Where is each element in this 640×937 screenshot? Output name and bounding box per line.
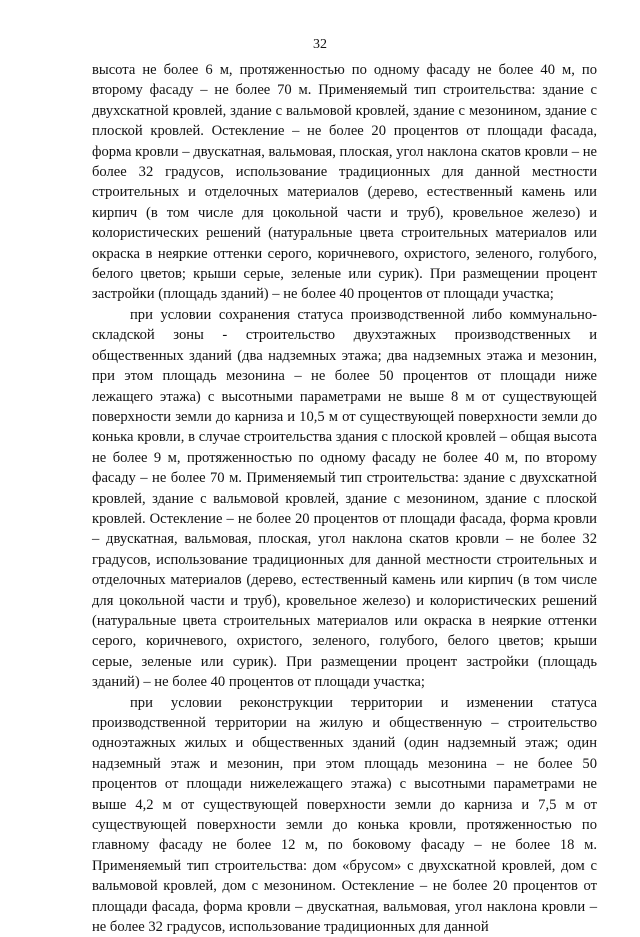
paragraph-reconstruction: при условии реконструкции территории и изменении статуса производственной территории на жилую и общественную – строительство одноэтажных жилых и общественных зданий (один надземный этаж; один надземный этаж и мезонин, при этом площадь мезонина – не более 50 процентов от площади нижележащего этажа) с высотными параметрами не выше 4,2 м от существующей поверхности земли до карниза и 7,5 м от существующей поверхности земли до конька кровли, протяженностью по главному фасаду не более 12 м, по боковому фасаду – не более 18 м. Применяемый тип строительства: дом «брусом» с двухскатной кровлей, дом с вальмовой кровлей, дом с мезонином. Остекление – не более 20 процентов от площади фасада, форма кровли – двускатная, вальмовая, угол наклона кровли – не более 32 градусов, использование традиционных для данной [92, 694, 597, 936]
document-body [92, 60, 597, 937]
page-number: 32 [313, 37, 327, 52]
paragraph-continuation: высота не более 6 м, протяженностью по одному фасаду не более 40 м, по второму фасаду – не более 70 м. Применяемый тип строительства: здание с двухскатной кровлей, здание с вальмовой кровлей, здание с мезонином, здание с плоской кровлей. Остекление – не более 20 процентов от площади фасада, форма кровли – двускатная, вальмовая, плоская, угол наклона скатов кровли – не более 32 градусов, использование традиционных для данной местности строительных и отделочных материалов (дерево, естественный камень или кирпич (в том числе для цокольной части и труб), кровельное железо) и колористических решений (натуральные цвета строительных материалов или окраска в неяркие оттенки серого, коричневого, охристого, зеленого, голубого, белого цветов; крыши серые, зеленые или сурик). При размещении процент застройки (площадь зданий) – не более 40 процентов от площади участка; [92, 62, 597, 303]
paragraph-production-zone: при условии сохранения статуса производственной либо коммунально-складской зоны - строительство двухэтажных производственных и общественных зданий (два надземных этажа; два надземных этажа и мезонин, при этом площадь мезонина – не более 50 процентов от площади ниже лежащего этажа) с высотными параметрами не выше 8 м от существующей поверхности земли до карниза и 10,5 м от существующей поверхности земли до конька кровли, в случае строительства здания с плоской кровлей – общая высота не более 9 м, протяженностью по одному фасаду не более 40 м, по второму фасаду – не более 70 м. Применяемый тип строительства: здание с двухскатной кровлей, здание с вальмовой кровлей, здание с мезонином, здание с плоской кровлей. Остекление – не более 20 процентов от площади фасада, форма кровли – двускатная, вальмовая, плоская, угол наклона скатов кровли – не более 32 градусов, использование традиционных для данной местности строительных и отделочных материалов (дерево, естественный камень или кирпич (в том числе для цокольной части и труб), кровельное железо) и колористических решений (натуральные цвета строительных материалов или окраска в неяркие оттенки серого, коричневого, охристого, зеленого, голубого, белого цветов; крыши серые, зеленые или сурик). При размещении процент застройки (площадь зданий) – не более 40 процентов от площади участка; [92, 306, 597, 691]
